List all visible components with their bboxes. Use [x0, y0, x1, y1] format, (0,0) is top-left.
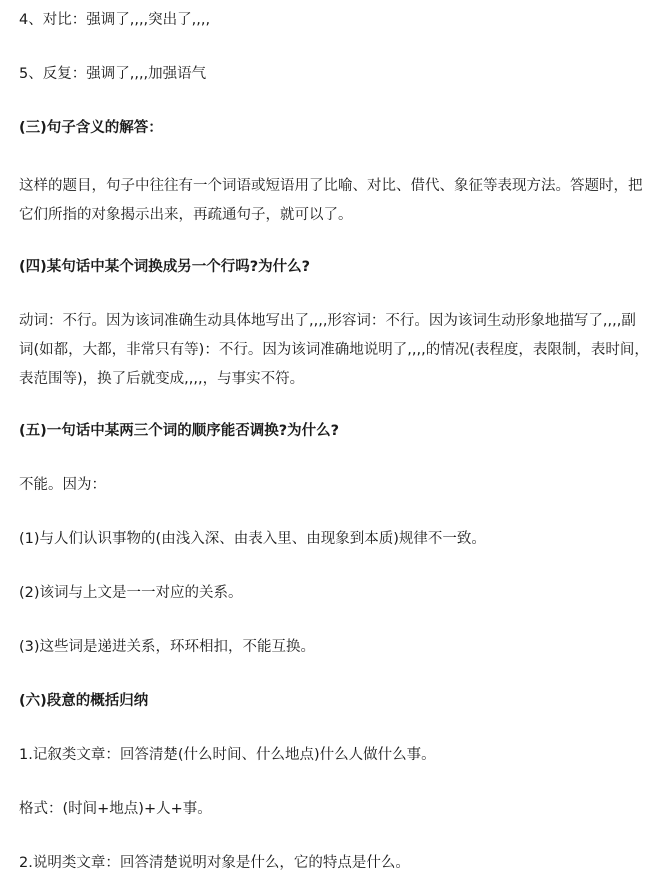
- paragraph: 动词：不行。因为该词准确生动具体地写出了,,,,形容词：不行。因为该词生动形象地描写了,,,,副词(如都，大都，非常只有等)：不行。因为该词准确地说明了,,,,的情况(表程度，表限制，表时间，表范围等)，换了后就变成,,,,，与事实不符。: [19, 313, 649, 387]
- list-item: 2.说明类文章：回答清楚说明对象是什么，它的特点是什么。: [19, 855, 410, 871]
- paragraph: 不能。因为：: [19, 477, 106, 493]
- paragraph: 格式：(时间+地点)+人+事。: [19, 801, 212, 817]
- list-item: 1.记叙类文章：回答清楚(什么时间、什么地点)什么人做什么事。: [19, 747, 436, 763]
- section-heading: (六)段意的概括归纳: [19, 693, 149, 709]
- section-heading: (三)句子含义的解答：: [19, 120, 163, 136]
- list-item: (2)该词与上文是一一对应的关系。: [19, 585, 243, 601]
- paragraph: 5、反复：强调了,,,,加强语气: [19, 66, 207, 82]
- list-item: (1)与人们认识事物的(由浅入深、由表入里、由现象到本质)规律不一致。: [19, 531, 486, 547]
- section-heading: (四)某句话中某个词换成另一个行吗?为什么?: [19, 259, 311, 275]
- paragraph: 这样的题目，句子中往往有一个词语或短语用了比喻、对比、借代、象征等表现方法。答题时，把它们所指的对象揭示出来，再疏通句子，就可以了。: [19, 178, 643, 223]
- section-heading: (五)一句话中某两三个词的顺序能否调换?为什么?: [19, 423, 340, 439]
- list-item: (3)这些词是递进关系，环环相扣，不能互换。: [19, 639, 316, 655]
- paragraph: 4、对比：强调了,,,,突出了,,,,: [19, 12, 211, 28]
